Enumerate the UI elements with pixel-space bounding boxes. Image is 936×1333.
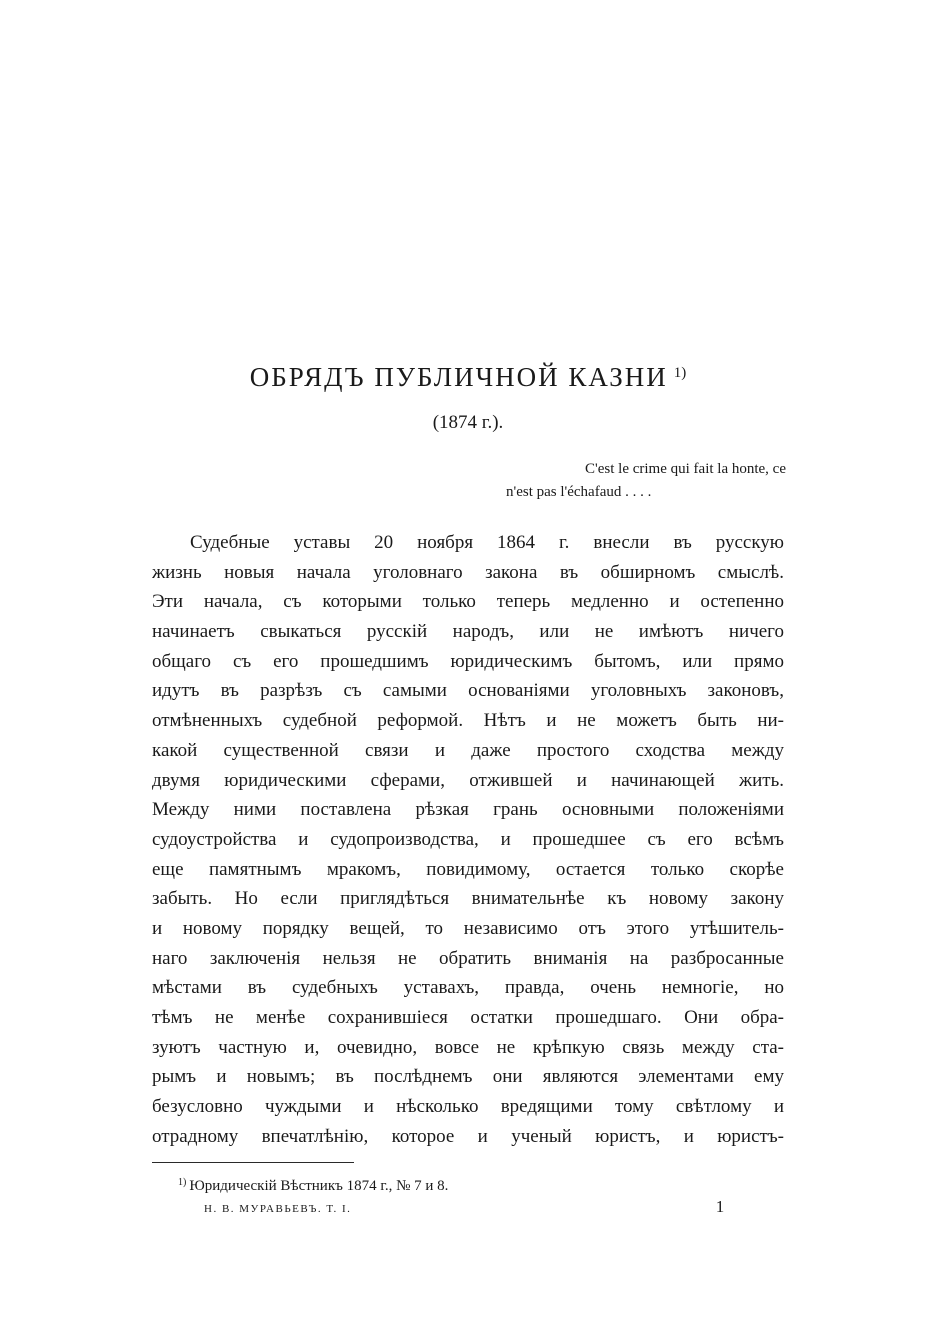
text-line: наго заключенія нельзя не обратить вниманія на разбросанные — [152, 947, 784, 969]
text-line: жизнь новыя начала уголовнаго закона въ обширномъ смыслѣ. — [152, 561, 784, 583]
footnote — [178, 1177, 448, 1195]
text-line: мѣстами въ судебныхъ уставахъ, правда, очень немногіе, но — [152, 977, 784, 999]
footnote-divider — [152, 1162, 354, 1163]
text-line: Эти начала, съ которыми только теперь медленно и остепенно — [152, 591, 784, 613]
page-title — [150, 362, 786, 393]
title-footnote-marker: 1) — [673, 365, 687, 381]
text-line: двумя юридическими сферами, отжившей и начинающей жить. — [152, 769, 784, 791]
epigraph-line: n'est pas l'échafaud . . . . — [506, 484, 652, 500]
text-line: отмѣненныхъ судебной реформой. Нѣтъ и не можетъ быть ни- — [152, 710, 784, 732]
text-line: отрадному впечатлѣнію, которое и ученый юристъ, и юристъ- — [152, 1125, 784, 1147]
text-line: начинаетъ свыкаться русскій народъ, или не имѣютъ ничего — [152, 621, 784, 643]
publication-year: (1874 г.). — [432, 412, 504, 433]
epigraph-line: C'est le crime qui fait la honte, ce — [585, 461, 786, 477]
text-line: Между ними поставлена рѣзкая грань основными положеніями — [152, 799, 784, 821]
text-line: какой существенной связи и даже простого сходства между — [152, 739, 784, 761]
text-line: забыть. Но если приглядѣться внимательнѣе къ новому закону — [152, 888, 784, 910]
body-paragraph — [152, 528, 784, 1151]
title-text: ОБРЯДЪ ПУБЛИЧНОЙ КАЗНИ — [249, 362, 668, 392]
text-line: тѣмъ не менѣе сохранившіеся остатки прошедшаго. Они обра- — [152, 1007, 784, 1028]
text-line: общаго съ его прошедшимъ юридическимъ бытомъ, или прямо — [152, 650, 784, 672]
text-line: идутъ въ разрѣзъ съ самыми основаніями уголовныхъ законовъ, — [152, 680, 784, 702]
text-line: безусловно чуждыми и нѣсколько вредящими тому свѣтлому и — [152, 1096, 784, 1118]
text-line: еще памятнымъ мракомъ, повидимому, остается только скорѣе — [152, 858, 784, 880]
epigraph — [490, 458, 786, 504]
footnote-marker: 1) — [178, 1177, 187, 1188]
text-line: судоустройства и судопроизводства, и прошедшее съ его всѣмъ — [152, 828, 784, 850]
printer-signature: Н. В. МУРАВЬЕВЪ. Т. I. — [204, 1203, 352, 1215]
text-line: рымъ и новымъ; въ послѣднемъ они являются элементами ему — [152, 1066, 784, 1088]
text-line: и новому порядку вещей, то независимо отъ этого утѣшитель- — [152, 917, 784, 939]
footnote-text: Юридическій Вѣстникъ 1874 г., № 7 и 8. — [189, 1178, 449, 1194]
text-line: зуютъ частную и, очевидно, вовсе не крѣпкую связь между ста- — [152, 1036, 784, 1058]
text-line: Судебные уставы 20 ноября 1864 г. внесли въ русскую — [190, 532, 784, 553]
page-number: 1 — [715, 1197, 725, 1216]
